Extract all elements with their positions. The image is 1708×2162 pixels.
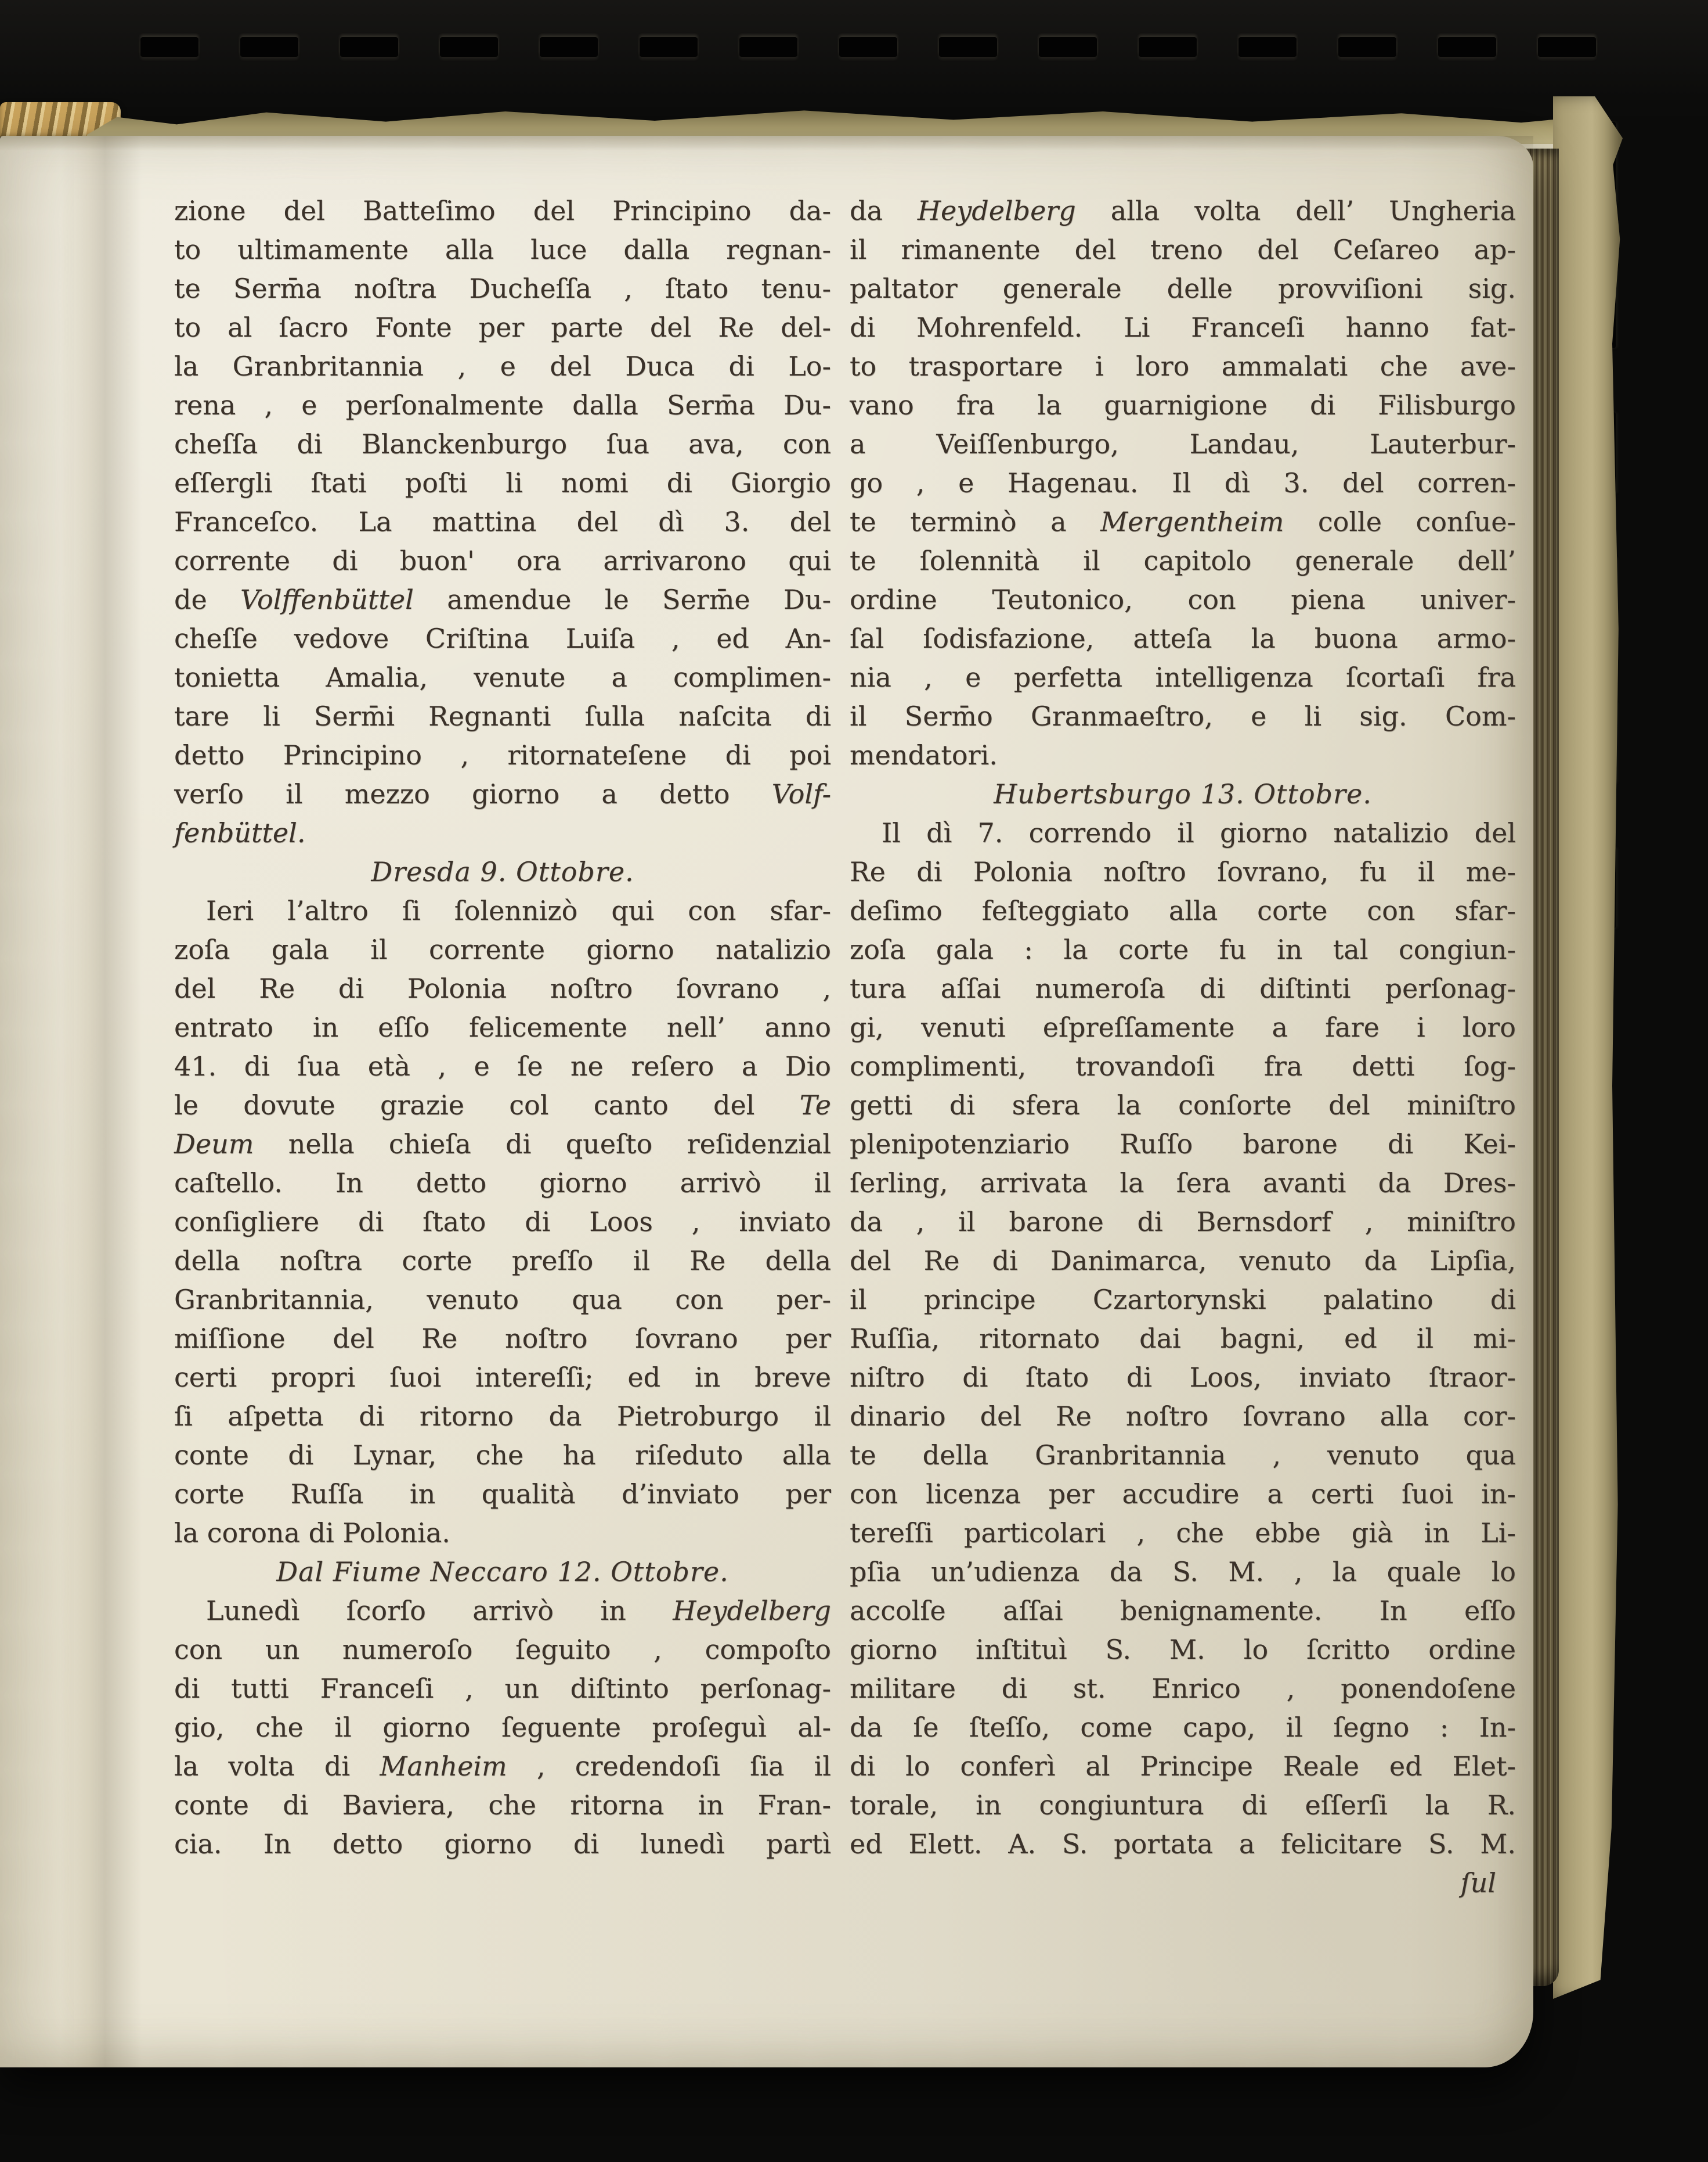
text-run: la Granbritannia , e del Duca di Lo- <box>174 351 831 382</box>
text-line <box>850 1397 1516 1436</box>
text-line <box>850 1164 1516 1203</box>
text-line <box>174 1047 831 1086</box>
text-run: de <box>174 584 241 615</box>
text-line <box>850 425 1516 464</box>
text-run: entrato in eſſo felicemente nell’ anno <box>174 1012 831 1043</box>
text-run: te Serm̄a noſtra Ducheſſa , ſtato tenu- <box>174 273 831 304</box>
perforation-slot <box>540 37 598 57</box>
text-line <box>850 1086 1516 1125</box>
text-run: di tutti Franceſi , un diſtinto perſonag- <box>174 1673 831 1704</box>
perforation-slot <box>1039 37 1097 57</box>
text-run: Re di Polonia noſtro ſovrano, fu il me- <box>850 856 1516 887</box>
perforation-slot <box>739 37 797 57</box>
text-line <box>850 697 1516 736</box>
text-line <box>850 619 1516 658</box>
text-run: nella chieſa di queſto reſidenzial <box>254 1128 831 1160</box>
text-run: la corona di Polonia. <box>174 1517 450 1549</box>
text-run: eſſergli ſtati poſti li nomi di Giorgio <box>174 467 831 499</box>
text-run: rena , e perſonalmente dalla Serm̄a Du- <box>174 389 831 421</box>
italic-run: Volffenbüttel <box>240 584 414 615</box>
text-run: tura aſſai numeroſa di diſtinti perſonag- <box>850 973 1516 1004</box>
text-line <box>850 1475 1516 1514</box>
text-line <box>174 1164 831 1203</box>
text-run: accolſe aſſai benignamente. In eſſo <box>850 1595 1516 1626</box>
text-line <box>174 542 831 580</box>
text-run: conte di Lynar, che ha riſeduto alla <box>174 1439 831 1471</box>
text-line <box>174 1319 831 1358</box>
text-line <box>174 192 831 230</box>
text-line <box>850 1203 1516 1241</box>
perforation-slot <box>939 37 997 57</box>
text-run: ſerling, arrivata la ſera avanti da Dres- <box>850 1167 1516 1199</box>
text-run: conte di Baviera, che ritorna in Fran- <box>174 1789 831 1821</box>
perforation-slot <box>839 37 897 57</box>
text-run: 41. di ſua età , e ſe ne reſero a Dio <box>174 1051 831 1082</box>
text-line <box>174 1125 831 1164</box>
text-line <box>850 1708 1516 1747</box>
dateline-heading: Dresda 9. Ottobre. <box>371 856 634 887</box>
text-run: il principe Czartorynski palatino di <box>850 1284 1516 1315</box>
perforation-slot <box>640 37 698 57</box>
text-run: il rimanente del treno del Ceſareo ap- <box>850 234 1516 265</box>
text-line <box>850 1008 1516 1047</box>
text-line <box>850 1825 1516 1864</box>
text-line <box>850 1669 1516 1708</box>
text-run: complimenti, trovandoſi fra detti ſog- <box>850 1051 1516 1082</box>
text-run: con un numeroſo ſeguito , compoſto <box>174 1634 831 1665</box>
text-line <box>174 1514 831 1553</box>
text-run: di Mohrenfeld. Li Franceſi hanno fat- <box>850 312 1516 343</box>
text-line <box>174 1241 831 1280</box>
perforation-slot <box>1438 37 1496 57</box>
text-run: mendatori. <box>850 739 998 771</box>
text-run: cheſſe vedove Criſtina Luiſa , ed An- <box>174 623 831 654</box>
text-line <box>174 1747 831 1786</box>
text-line <box>850 347 1516 386</box>
text-run: Franceſco. La mattina del dì 3. del <box>174 506 831 537</box>
text-line <box>850 1553 1516 1591</box>
text-run: to trasportare i loro ammalati che ave- <box>850 351 1516 382</box>
text-run: ordine Teutonico, con piena univer- <box>850 584 1516 615</box>
text-run: cheſſa di Blanckenburgo ſua ava, con <box>174 428 831 460</box>
italic-run: Te <box>799 1089 831 1121</box>
text-line <box>850 1358 1516 1397</box>
italic-run: Heydelberg <box>673 1595 831 1626</box>
text-run: da , il barone di Bernsdorf , miniſtro <box>850 1206 1516 1237</box>
cover-fore-edge-flap <box>1553 96 1623 1999</box>
italic-run: Heydelberg <box>917 195 1076 226</box>
text-run: ſi aſpetta di ritorno da Pietroburgo il <box>174 1401 831 1432</box>
text-run: te della Granbritannia , venuto qua <box>850 1439 1516 1471</box>
text-line <box>174 464 831 503</box>
text-run: go , e Hagenau. Il dì 3. del corren- <box>850 467 1516 499</box>
text-line <box>850 1591 1516 1630</box>
text-line <box>850 503 1516 542</box>
text-run: della noſtra corte preſſo il Re della <box>174 1245 831 1276</box>
text-line <box>850 1125 1516 1164</box>
text-run: plenipotenziario Ruſſo barone di Kei- <box>850 1128 1516 1160</box>
text-line <box>174 775 831 814</box>
text-line <box>174 969 831 1008</box>
text-line <box>174 1786 831 1825</box>
scanner-backing-band <box>0 0 1708 116</box>
perforation-slot <box>140 37 198 57</box>
text-run: con licenza per accudire a certi ſuoi in- <box>850 1478 1516 1510</box>
text-line <box>174 658 831 697</box>
text-line <box>850 658 1516 697</box>
text-line <box>850 464 1516 503</box>
text-run: la volta di <box>174 1750 380 1782</box>
text-run: amendue le Serm̄e Du- <box>413 584 831 615</box>
perforation-slot <box>440 37 498 57</box>
text-line <box>174 891 831 930</box>
text-line <box>850 1436 1516 1475</box>
text-run: militare di st. Enrico , ponendoſene <box>850 1673 1516 1704</box>
text-run: corte Ruſſa in qualità d’inviato per <box>174 1478 831 1510</box>
text-run: a Veiſſenburgo, Landau, Lauterbur- <box>850 428 1516 460</box>
text-line <box>850 1280 1516 1319</box>
catchword: ſul <box>1460 1867 1496 1898</box>
text-column-left <box>174 192 831 1864</box>
text-line <box>850 192 1516 230</box>
text-run: gi, venuti eſpreſſamente a fare i loro <box>850 1012 1516 1043</box>
text-run: to ultimamente alla luce dalla regnan- <box>174 234 831 265</box>
text-run: conſigliere di ſtato di Loos , inviato <box>174 1206 831 1237</box>
text-run: tonietta Amalia, venute a complimen- <box>174 662 831 693</box>
text-run: ſal ſodisfazione, atteſa la buona armo- <box>850 623 1516 654</box>
text-line <box>850 1047 1516 1086</box>
text-run: dinario del Re noſtro ſovrano alla cor- <box>850 1401 1516 1432</box>
text-run: colle conſue- <box>1284 506 1516 537</box>
text-line <box>850 542 1516 580</box>
text-run: miſſione del Re noſtro ſovrano per <box>174 1323 831 1354</box>
text-line <box>850 1319 1516 1358</box>
text-run: da ſe ſteſſo, come capo, il ſegno : In- <box>850 1712 1516 1743</box>
text-run: niſtro di ſtato di Loos, inviato ſtraor- <box>850 1362 1516 1393</box>
text-line <box>850 891 1516 930</box>
text-line <box>174 814 831 853</box>
text-line <box>174 930 831 969</box>
text-run: Granbritannia, venuto qua con per- <box>174 1284 831 1315</box>
text-line <box>174 347 831 386</box>
text-line <box>174 1669 831 1708</box>
text-line <box>174 1475 831 1514</box>
text-line <box>850 1630 1516 1669</box>
text-run: alla volta dell’ Ungheria <box>1075 195 1516 226</box>
text-run: te ſolennità il capitolo generale dell’ <box>850 545 1516 576</box>
text-run: deſimo feſteggiato alla corte con sfar- <box>850 895 1516 926</box>
italic-run: Volf- <box>771 778 831 810</box>
book-page <box>0 136 1533 2067</box>
text-line <box>850 1747 1516 1786</box>
text-run: vano fra la guarnigione di Filisburgo <box>850 389 1516 421</box>
text-run: il Serm̄o Granmaeſtro, e li sig. Com- <box>850 701 1516 732</box>
text-line <box>174 308 831 347</box>
text-line <box>174 1591 831 1630</box>
text-run: zoſa gala : la corte fu in tal congiun- <box>850 934 1516 965</box>
text-run: , credendoſi ſia il <box>507 1750 831 1782</box>
text-run: verſo il mezzo giorno a detto <box>174 778 772 810</box>
text-line <box>850 969 1516 1008</box>
text-run: cia. In detto giorno di lunedì partì <box>174 1828 831 1860</box>
italic-run: Deum <box>174 1128 254 1160</box>
text-line <box>850 1241 1516 1280</box>
text-line <box>174 736 831 775</box>
text-line <box>850 269 1516 308</box>
text-run: pſia un’udienza da S. M. , la quale lo <box>850 1556 1516 1587</box>
text-run: Ieri l’altro ſi ſolennizò qui con sfar- <box>206 895 831 926</box>
text-line <box>174 1397 831 1436</box>
text-line <box>174 230 831 269</box>
text-line <box>174 580 831 619</box>
text-run: le dovute grazie col canto del <box>174 1089 800 1121</box>
text-line <box>174 1630 831 1669</box>
text-line <box>174 503 831 542</box>
text-run: gio, che il giorno ſeguente proſeguì al- <box>174 1712 831 1743</box>
text-line <box>850 853 1516 891</box>
dateline-heading: Dal Fiume Neccaro 12. Ottobre. <box>276 1556 729 1587</box>
text-line <box>174 1280 831 1319</box>
perforation-slot <box>1538 37 1596 57</box>
text-line <box>174 269 831 308</box>
italic-run: Manheim <box>380 1750 507 1782</box>
text-line <box>174 1086 831 1125</box>
italic-run: fenbüttel. <box>174 817 306 849</box>
perforation-slot <box>1238 37 1297 57</box>
text-run: Ruſſia, ritornato dai bagni, ed il mi- <box>850 1323 1516 1354</box>
text-line <box>850 930 1516 969</box>
text-run: paltator generale delle provviſioni sig. <box>850 273 1516 304</box>
perforation-slot <box>340 37 398 57</box>
text-line <box>850 736 1516 775</box>
text-line <box>850 386 1516 425</box>
text-line <box>174 1008 831 1047</box>
italic-run: Mergentheim <box>1100 506 1284 537</box>
text-run: da <box>850 195 918 226</box>
text-run: certi propri ſuoi intereſſi; ed in breve <box>174 1362 831 1393</box>
text-line <box>174 1708 831 1747</box>
text-line <box>850 1786 1516 1825</box>
text-run: tereſſi particolari , che ebbe già in Li- <box>850 1517 1516 1549</box>
text-run: nia , e perfetta intelligenza ſcortaſi fra <box>850 662 1516 693</box>
text-run: zoſa gala il corrente giorno natalizio <box>174 934 831 965</box>
text-run: Il dì 7. correndo il giorno natalizio del <box>882 817 1516 849</box>
text-run: torale, in congiuntura di eſſerſi la R. <box>850 1789 1516 1821</box>
text-column-right <box>850 192 1516 1903</box>
text-line <box>174 697 831 736</box>
perforation-slot <box>240 37 298 57</box>
text-run: zione del Batteſimo del Principino da- <box>174 195 831 226</box>
text-run: ed Elett. A. S. portata a felicitare S. M. <box>850 1828 1516 1860</box>
text-run: del Re di Polonia noſtro ſovrano , <box>174 973 831 1004</box>
text-run: getti di sfera la conſorte del miniſtro <box>850 1089 1516 1121</box>
text-line <box>850 814 1516 853</box>
text-line <box>174 425 831 464</box>
text-run: Lunedì ſcorſo arrivò in <box>206 1595 673 1626</box>
text-line <box>850 308 1516 347</box>
text-line <box>850 1514 1516 1553</box>
text-run: te terminò a <box>850 506 1101 537</box>
text-line <box>174 1825 831 1864</box>
text-line <box>174 1436 831 1475</box>
text-run: tare li Serm̄i Regnanti ſulla naſcita di <box>174 701 831 732</box>
text-run: di lo conferì al Principe Reale ed Elet- <box>850 1750 1516 1782</box>
perforation-slot <box>1338 37 1396 57</box>
perforation-slot <box>1139 37 1197 57</box>
text-line <box>850 230 1516 269</box>
text-run: corrente di buon' ora arrivarono qui <box>174 545 831 576</box>
dateline-heading: Hubertsburgo 13. Ottobre. <box>994 778 1372 810</box>
text-line <box>174 386 831 425</box>
text-line <box>174 1203 831 1241</box>
text-run: del Re di Danimarca, venuto da Lipſia, <box>850 1245 1516 1276</box>
text-run: caſtello. In detto giorno arrivò il <box>174 1167 831 1199</box>
text-run: giorno inſtituì S. M. lo ſcritto ordine <box>850 1634 1516 1665</box>
text-run: detto Principino , ritornateſene di poi <box>174 739 831 771</box>
text-line <box>174 619 831 658</box>
text-line <box>850 580 1516 619</box>
text-line <box>174 1358 831 1397</box>
text-run: to al ſacro Fonte per parte del Re del- <box>174 312 831 343</box>
